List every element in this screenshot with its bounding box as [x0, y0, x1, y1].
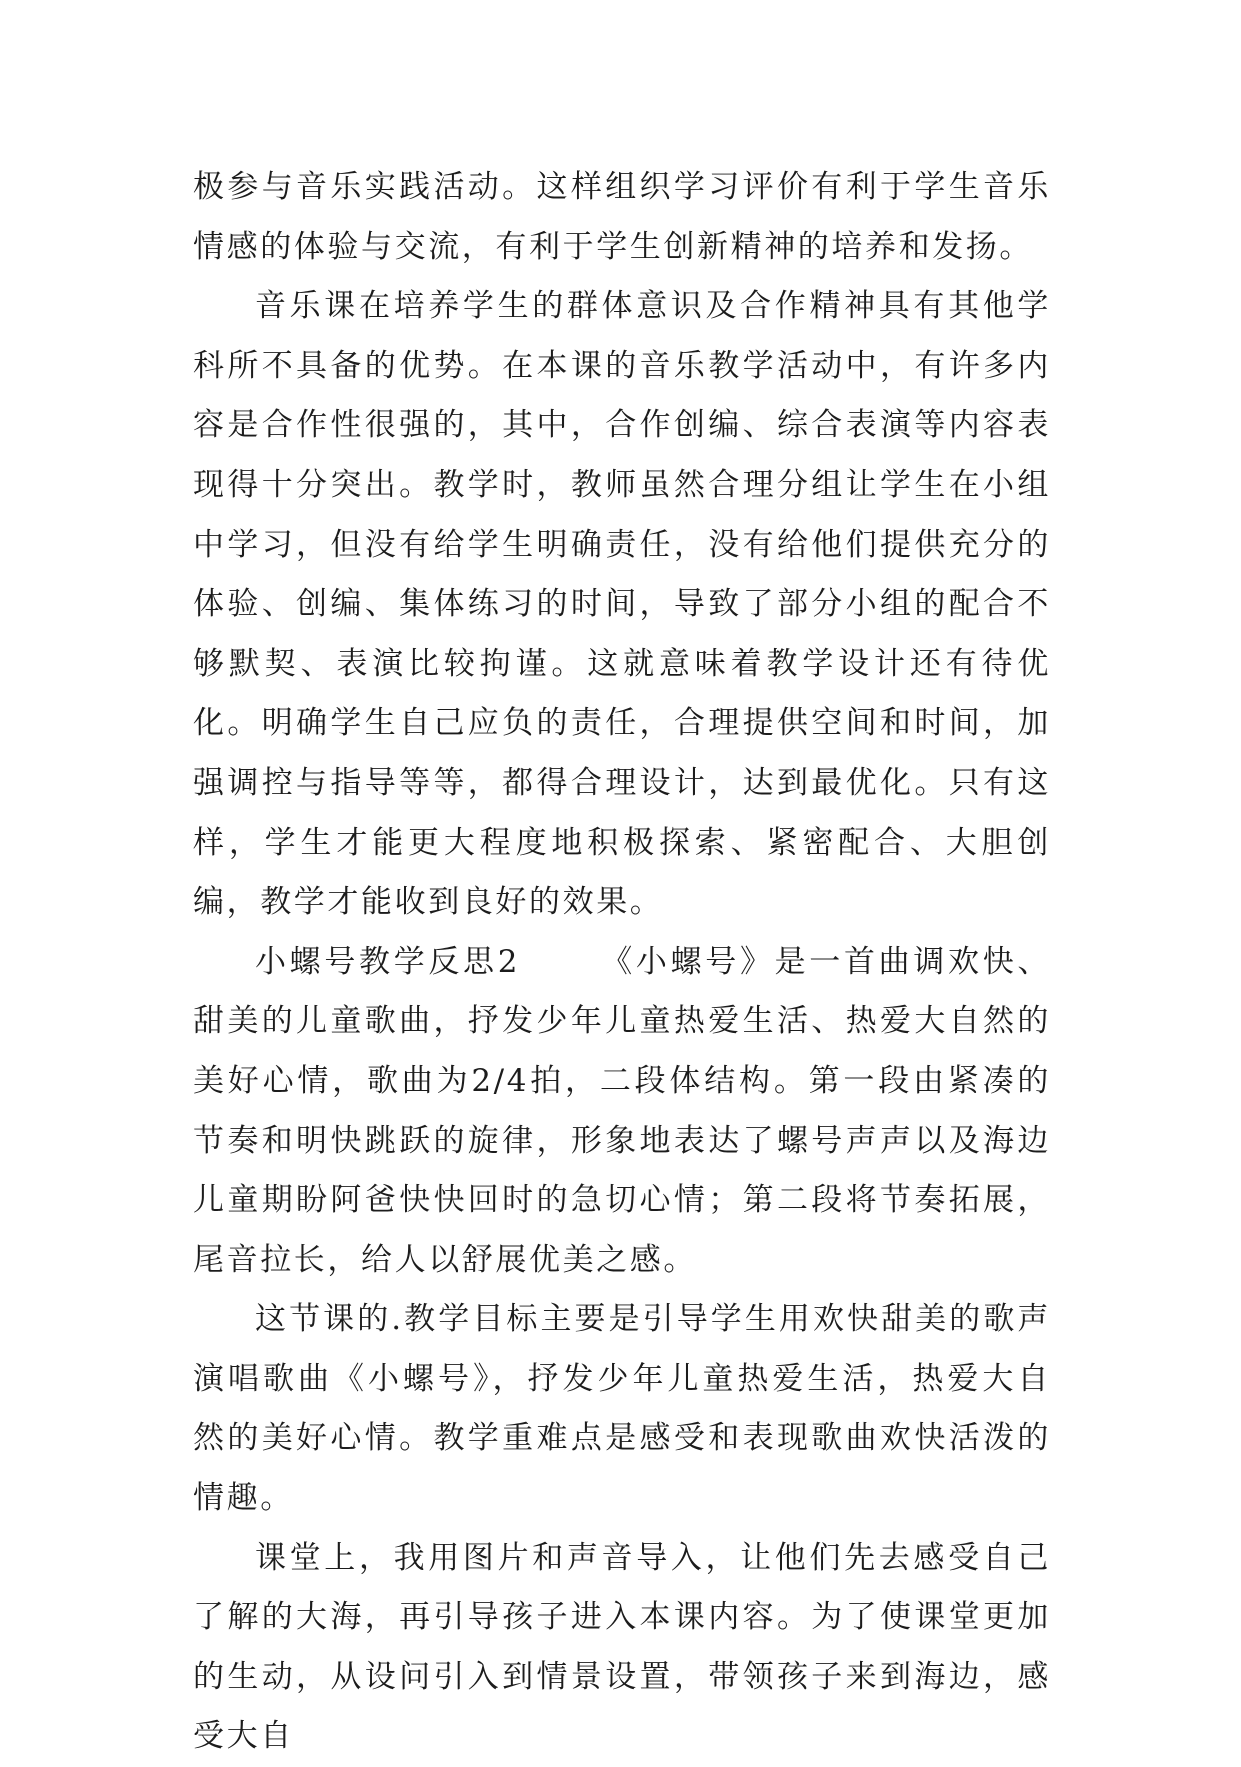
paragraph-cooperation: 音乐课在培养学生的群体意识及合作精神具有其他学科所不具备的优势。在本课的音乐教学活动中，有许多内容是合作性很强的，其中，合作创编、综合表演等内容表现得十分突出。教学时，教师虽然合理分组让学生在小组中学习，但没有给学生明确责任，没有给他们提供充分的体验、创编、集体练习的时间，导致了部分小组的配合不够默契、表演比较拘谨。这就意味着教学设计还有待优化。明确学生自己应负的责任，合理提供空间和时间，加强调控与指导等等，都得合理设计，达到最优化。只有这样，学生才能更大程度地积极探索、紧密配合、大胆创编，教学才能收到良好的效果。: [193, 288, 1051, 921]
paragraph-reflection-2-text: 《小螺号》是一首曲调欢快、甜美的儿童歌曲，抒发少年儿童热爱生活、热爱大自然的美好心情，歌曲为2/4拍，二段体结构。第一段由紧凑的节奏和明快跳跃的旋律，形象地表达了螺号声声以及海边儿童期盼阿爸快快回时的急切心情；第二段将节奏拓展，尾音拉长，给人以舒展优美之感。: [193, 943, 1051, 1278]
paragraph-classroom: 课堂上，我用图片和声音导入，让他们先去感受自己了解的大海，再引导孩子进入本课内容。为了使课堂更加的生动，从设问引入到情景设置，带领孩子来到海边，感受大自: [193, 1539, 1051, 1755]
paragraph-teaching-goal: 这节课的.教学目标主要是引导学生用欢快甜美的歌声演唱歌曲《小螺号》，抒发少年儿童热爱生活，热爱大自然的美好心情。教学重难点是感受和表现歌曲欢快活泼的情趣。: [193, 1301, 1051, 1517]
paragraph-reflection-2: [193, 933, 1051, 1291]
document-body: [193, 158, 1051, 1767]
paragraph-continued: 极参与音乐实践活动。这样组织学习评价有利于学生音乐情感的体验与交流，有利于学生创新精神的培养和发扬。: [193, 169, 1051, 265]
section-heading: 小螺号教学反思2: [255, 943, 521, 980]
